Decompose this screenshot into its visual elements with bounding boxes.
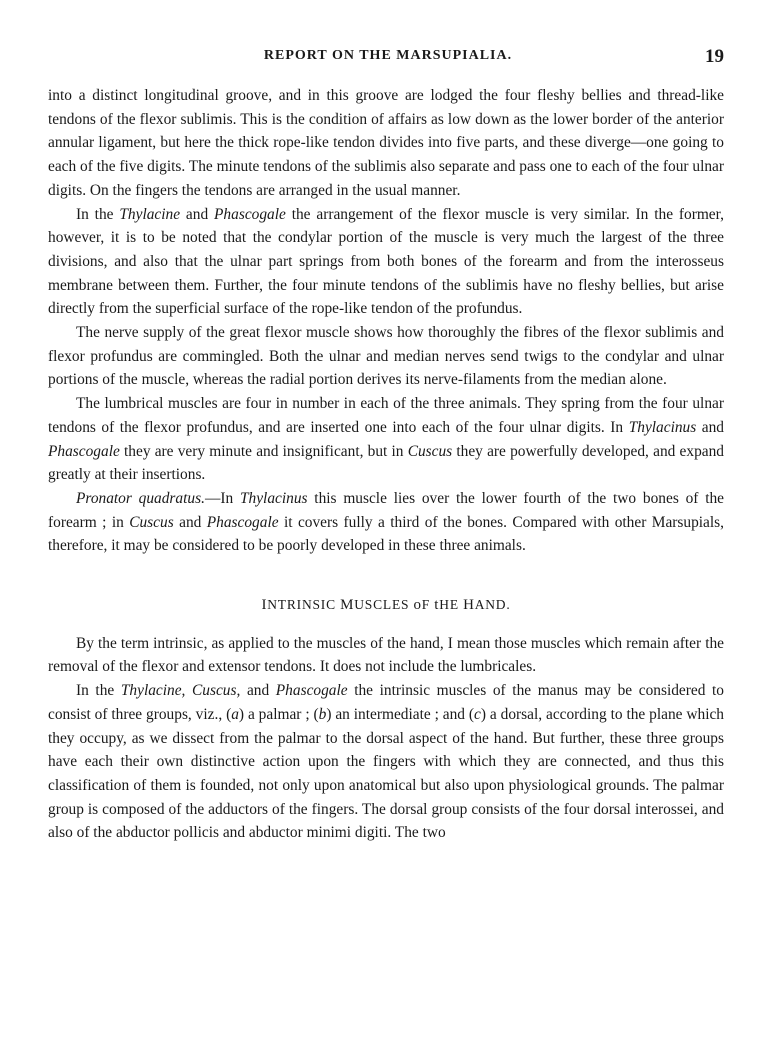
text-run: ) an intermediate ; and ( [326,705,475,723]
italic-text: Phascogale [206,513,279,531]
italic-text: Cuscus [129,513,174,531]
text-run: The nerve supply of the great flexor muscle shows how thoroughly the fibres of the flexor sublimis and flexor profundus are commingled. Both the ulnar and median nerves send twigs to the condylar and ulnar portions of the muscle, whereas the radial portion derives its nerve-filaments from the median alone. [48,324,724,389]
paragraph [48,203,724,322]
text-run: the intrinsic muscles of the manus may be considered to consist of three groups, viz., ( [48,682,724,723]
italic-text: Cuscus [407,442,453,460]
text-run: they are very minute and insignificant, but in [119,442,408,460]
italic-text: Pronator quadratus. [76,489,205,507]
text-run: By the term intrinsic, as applied to the muscles of the hand, I mean those muscles which remain after the removal of the flexor and extensor tendons. It does not include the lumbricales. [48,634,724,676]
text-run: and [173,513,207,531]
italic-text: a [231,705,239,723]
italic-text: Phascogale [214,205,286,223]
page-number: 19 [705,46,724,67]
italic-text: b [318,705,327,723]
text-run: In the [76,682,121,700]
italic-text: Phascogale [275,682,348,700]
paragraphs-before [48,84,724,558]
italic-text: c [474,705,481,723]
text-run: —In [204,489,240,507]
text-run: In the [76,205,120,223]
paragraph [48,84,724,203]
italic-text: Thylacine, Cuscus, [120,682,241,700]
paragraph [48,392,724,487]
italic-text: Thylacinus [239,489,308,507]
text-run: and [240,682,276,700]
text-run: the arrangement of the flexor muscle is very similar. In the former, however, it is to be noted that the condylar portion of the muscle is very much the largest of the three divisions, and also that the ulnar part springs from both bones of the forearm and from the interosseus membrane between them. Further, the four minute tendons of the sublimis have no fleshy bellies, but arise directly from the superficial surface of the rope-like tendon of the profundus. [48,205,724,318]
page-body [48,84,724,845]
text-run: and [180,205,215,223]
text-run: ) a palmar ; ( [238,705,319,723]
paragraph [48,679,724,845]
paragraph [48,321,724,392]
text-run: The lumbrical muscles are four in number in each of the three animals. They spring from the four ulnar tendons of the flexor profundus, and are inserted one into each of the four ulnar digits. In [48,395,724,436]
text-run: it covers fully a third of the bones. Compared with other Marsupials, therefore, it may be considered to be poorly developed in these three animals. [48,513,724,555]
italic-text: Thylacine [119,205,181,223]
text-run: ) a dorsal, according to the plane which they occupy, as we dissect from the palmar to the dorsal aspect of the hand. But further, these three groups have each their own distinctive action upon the fingers with which they are connected, and thus this classification of them is founded, not only upon anatomical but also upon physiological grounds. The palmar group is composed of the adductors of the fingers. The dorsal group consists of the four dorsal interossei, and also of the abductor pollicis and abductor minimi digiti. The two [48,705,724,842]
section-heading [48,593,724,618]
heading-word: tHE [434,597,459,614]
heading-word: oF [413,597,431,614]
text-run: they are powerfully developed, and expand greatly at their insertions. [48,442,724,484]
text-run: into a distinct longitudinal groove, and in this groove are lodged the four fleshy bellies and thread-like tendons of the flexor sublimis. This is the condition of affairs as low down as the lower border of the anterior annular ligament, but here the thick rope-like tendon divides into five parts, and these diverge—one going to each of the five digits. The minute tendons of the sublimis also separate and pass one to each of the four ulnar digits. On the fingers the tendons are arranged in the usual manner. [48,87,724,199]
paragraph [48,487,724,558]
page-header [0,48,776,72]
heading-word: INTRINSIC [261,597,336,614]
italic-text: Thylacinus [628,418,697,436]
text-run: this muscle lies over the lower fourth of the two bones of the forearm ; in [48,489,725,531]
running-title: REPORT ON THE MARSUPIALIA. [263,48,513,63]
paragraphs-after [48,632,724,845]
italic-text: Phascogale [48,442,120,460]
text-run: and [696,418,725,436]
heading-word: MUSCLES [340,597,410,614]
heading-word: HAND. [463,597,511,614]
paragraph [48,632,724,679]
